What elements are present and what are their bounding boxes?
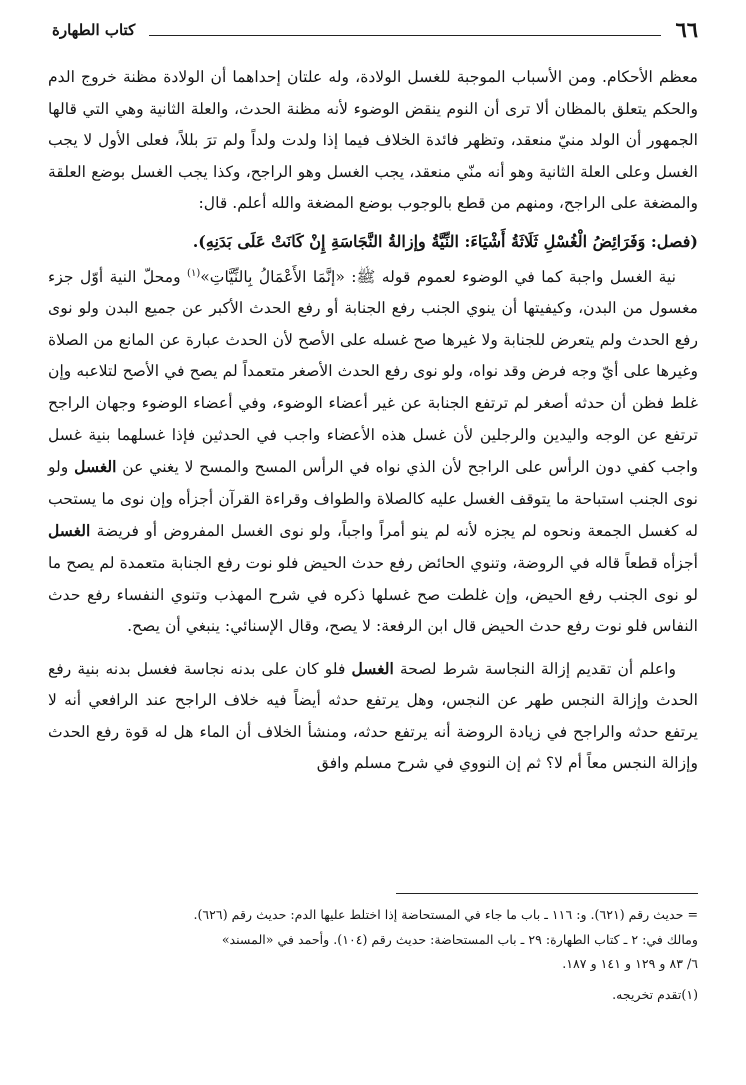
footnote-1	[52, 983, 698, 1008]
footnote-separator	[396, 893, 698, 894]
paragraph-2-part-b: ومحلّ النية أوّل جزء مغسول من البدن، وكيفيتها أن ينوي الجنب رفع الجنابة أو رفع الحدث الأكبر عن جميع البدن ولو نوى رفع الحدث ولم يتعرض للجنابة ولا غيرها صح غسله على الأصح لأن الحدث عبارة عن المانع من الصلاة وغيرها على أيّ وجه فرض وقد نواه، ولو نوى رفع الحدث الأصغر متعمداً لم يصح في الأصح لتلاعبه وإن غلط فظن أن حدثه أصغر لم ترتفع الجنابة عن غير أعضاء الوضوء، وفي أعضاء الوضوء وجهان الراجح ترتفع عن الوجه واليدين والرجلين لأن غسل هذه الأعضاء واجب في الحدثين فإذا غسلهما بنية غسل واجب كفي دون الرأس على الراجح لأن الذي نواه في الرأس المسح والمسح لا يغني عن	[48, 267, 698, 477]
paragraph-2	[48, 262, 698, 643]
footnote-continued-line-2: ومالك في: ٢ ـ كتاب الطهارة: ٢٩ ـ باب المستحاضة: حديث رقم (١٠٤). وأحمد في «المسند»	[221, 931, 698, 947]
paragraph-3-part-a: واعلم أن تقديم إزالة النجاسة شرط لصحة	[393, 659, 676, 678]
main-text	[48, 62, 698, 780]
section-heading	[48, 226, 698, 258]
paragraph-3-part-b: فلو كان على بدنه نجاسة فغسل بدنه بنية رفع الحدث وإزالة النجس طهر عن النجس، وهل يرتفع حدثه أيضاً فيه خلاف الراجح عند الرافعي أنه لا يرتفع حدثه والراجح في زيادة الروضة أنه يرتفع حدثه، ومنشأ الخلاف أن الماء هل له قوة رفع الحدث وإزالة النجس معاً أم لا؟ ثم إن النووي في شرح مسلم وافق	[48, 659, 698, 773]
paragraph-2-part-a: نية الغسل واجبة كما في الوضوء لعموم قوله ﷺ: «إنَّمَا الأَعْمَالُ بِالنِّيَّاتِ»	[200, 267, 676, 286]
header-rule	[149, 35, 661, 36]
footnote-1-text: تقدم تخريجه.	[612, 986, 682, 1002]
bold-term: الغسل	[74, 457, 117, 477]
paragraph-3	[48, 653, 698, 780]
page-number: ٦٦	[675, 17, 698, 42]
footnotes	[52, 903, 698, 1007]
bold-term: الغسل	[351, 658, 394, 678]
paragraph-2-part-c: ولو نوى الجنب استباحة ما يتوقف الغسل عليه كالصلاة والطواف وقراءة القرآن أجزأه وإن نوى ما يستحب له كغسل الجمعة ونحوه لم يجزه لأنه لم ينو أمراً واجباً، ولو نوى الغسل المفروض أو فريضة	[48, 458, 698, 541]
footnote-continued-line-3: ٦/ ٨٣ و ١٢٩ و ١٤١ و ١٨٧.	[562, 956, 698, 971]
bold-term: الغسل	[48, 521, 91, 541]
footnote-1-number: (١)	[681, 986, 698, 1002]
heading-text: وَفَرَائِضُ الْغُسْلِ ثَلَاثَةُ أَشْيَاءَ: النِّيَّةُ وإزالةُ النَّجَاسَةِ إِنْ كَانَتْ عَلَى بَدَنِهِ	[205, 231, 646, 251]
paragraph-1: معظم الأحكام. ومن الأسباب الموجبة للغسل الولادة، وله علتان إحداهما أن الولادة مظنة خروج الدم والحكم يتعلق بالمظان ألا ترى أن النوم ينقض الوضوء لأنه مظنة الحدث، والعلة الثانية وهي التي قالها الجمهور أن الولد منيّ منعقد، وتظهر فائدة الخلاف فيما إذا ولدت ولداً ولم ترَ بللاً، فعلى الأول لا يجب الغسل وعلى العلة الثانية وهو أنه منّي منعقد، يجب الغسل وهو الراجح، وكذا يجب الغسل بوضع العلقة والمضغة على الراجح، ومنهم من قطع بالوجوب بوضع المضغة والله أعلم. قال:	[48, 68, 698, 213]
book-title: كتاب الطهارة	[52, 21, 136, 39]
paragraph-gap	[48, 643, 698, 653]
heading-open: (فصل:	[645, 231, 698, 251]
paragraph-2-part-d: أجزأه قطعاً قاله في الروضة، وتنوي الحائض رفع حدث الحيض فلو نوت رفع الجنابة متعمدة لم يصح ما لو نوى الجنب رفع الحيض، وإن غلطت صح غسلها ذكره في شرح المهذب وتنوي النفساء رفع حدث النفاس فلو نوت رفع حدث الحيض قال ابن الرفعة: لا يصح، وقال الإسنائي: ينبغي أن يصح.	[48, 553, 698, 636]
footnote-continued-line-1: = حديث رقم (٦٢١). و: ١١٦ ـ باب ما جاء في المستحاضة إذا اختلط عليها الدم: حديث رقم (٦٢٦).	[193, 907, 698, 922]
heading-close: ).	[192, 231, 206, 251]
page-header	[52, 14, 698, 40]
footnote-reference: (١)	[187, 267, 201, 279]
